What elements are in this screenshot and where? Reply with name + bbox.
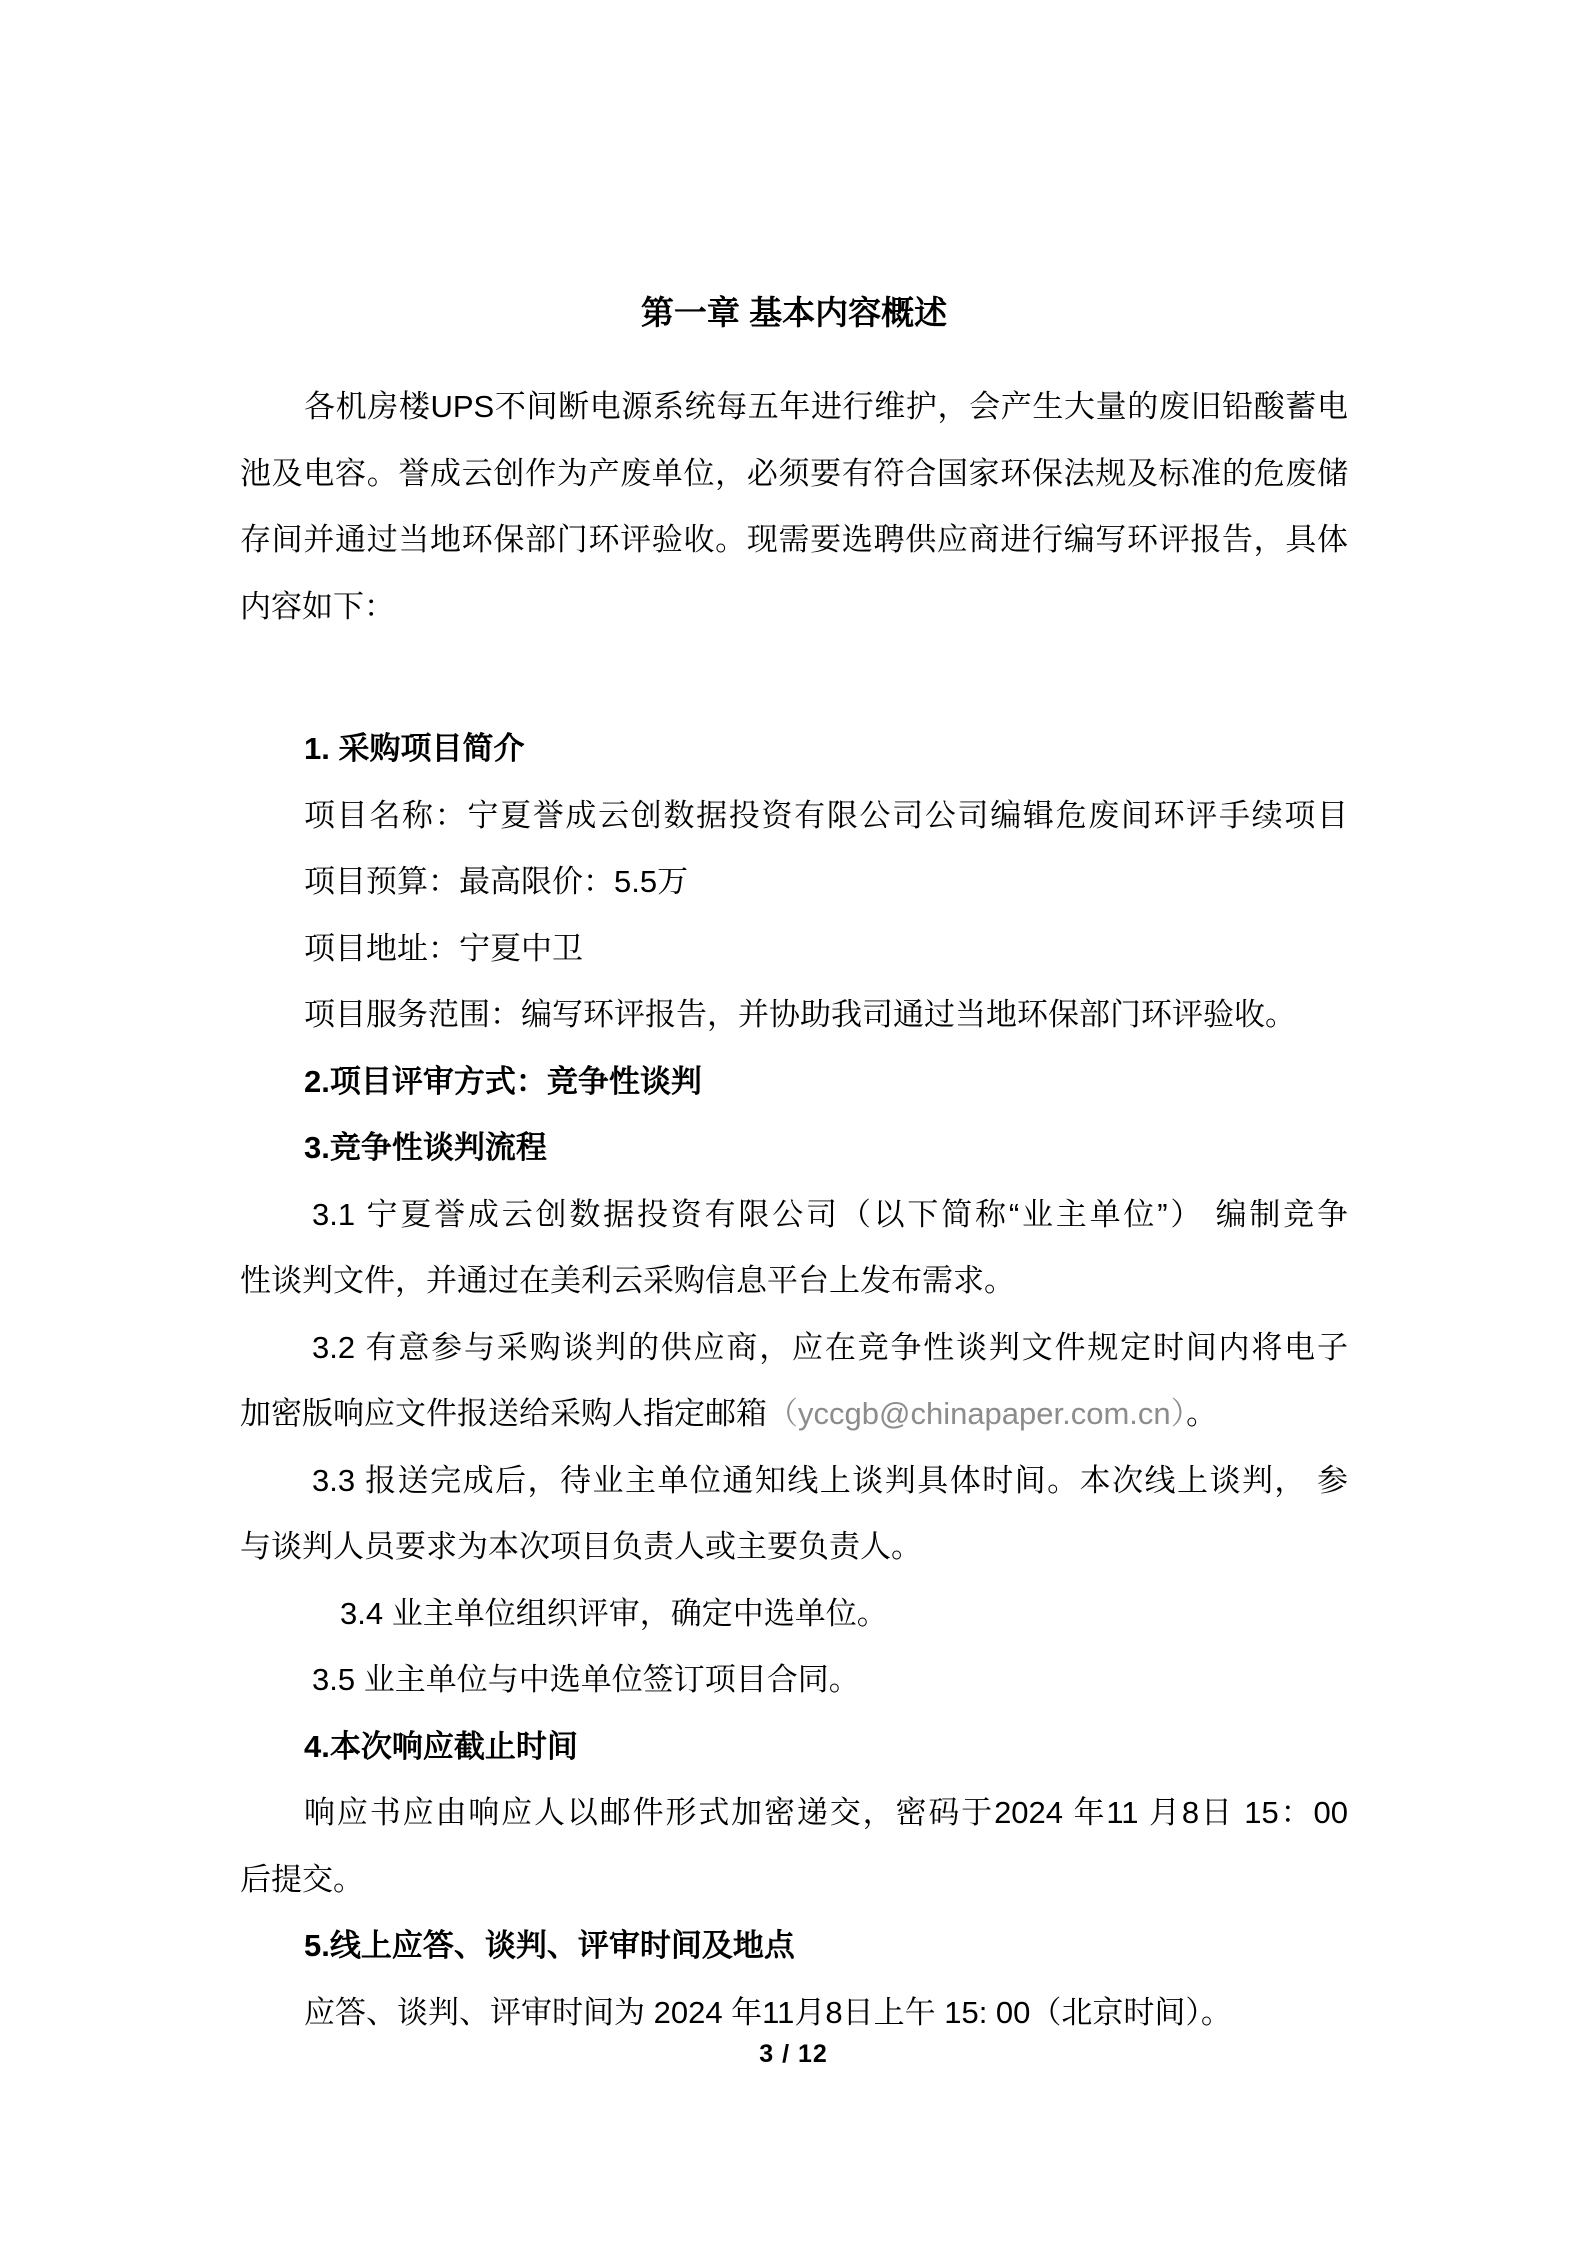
project-name-line: 项目名称：宁夏誉成云创数据投资有限公司公司编辑危废间环评手续项目 [304,797,1348,833]
item-3-4: 3.4 业主单位组织评审，确定中选单位。 [340,1595,888,1631]
intro-paragraph-line-4: 内容如下： [240,588,395,624]
review-time-line: 应答、谈判、评审时间为 2024 年11月8日上午 15: 00（北京时间）。 [304,1994,1232,2030]
page-title: 第一章 基本内容概述 [640,294,948,331]
item-3-2-line-2-text: 加密版响应文件报送给采购人指定邮箱 [240,1396,767,1431]
section-2-heading: 2.项目评审方式：竞争性谈判 [304,1063,702,1099]
section-gap [240,640,1348,716]
response-deadline-line-2: 后提交。 [240,1861,364,1897]
intro-paragraph-line-2: 池及电容。誉成云创作为产废单位，必须要有符合国家环保法规及标准的危废储 [240,455,1348,491]
project-scope-line: 项目服务范围：编写环评报告，并协助我司通过当地环保部门环评验收。 [304,997,1296,1032]
item-3-2-line-1: 3.2 有意参与采购谈判的供应商，应在竞争性谈判文件规定时间内将电子 [312,1329,1348,1365]
project-address-line: 项目地址：宁夏中卫 [304,930,583,966]
item-3-1-line-1: 3.1 宁夏誉成云创数据投资有限公司（以下简称“业主单位”） 编制竞争 [312,1196,1348,1232]
response-deadline-line-1: 响应书应由响应人以邮件形式加密递交，密码于2024 年11 月8日 15：00 [304,1795,1348,1830]
item-3-5: 3.5 业主单位与中选单位签订项目合同。 [312,1662,860,1697]
item-3-3-line-2: 与谈判人员要求为本次项目负责人或主要负责人。 [240,1529,922,1564]
section-3-heading: 3.竞争性谈判流程 [304,1130,547,1165]
email-address[interactable]: （yccgb@chinapaper.com.cn） [767,1396,1187,1431]
intro-paragraph-line-1: 各机房楼UPS不间断电源系统每五年进行维护，会产生大量的废旧铅酸蓄电 [304,389,1348,424]
section-5-heading: 5.线上应答、谈判、评审时间及地点 [304,1928,795,1963]
item-3-3-line-1: 3.3 报送完成后，待业主单位通知线上谈判具体时间。本次线上谈判， 参 [312,1462,1348,1498]
item-3-2-line-2-period: 。 [1186,1396,1218,1431]
intro-paragraph-line-3: 存间并通过当地环保部门环评验收。现需要选聘供应商进行编写环评报告，具体 [240,522,1348,557]
section-4-heading: 4.本次响应截止时间 [304,1728,578,1764]
item-3-1-line-2: 性谈判文件，并通过在美利云采购信息平台上发布需求。 [240,1263,1015,1298]
section-1-heading: 1. 采购项目简介 [304,731,525,766]
item-3-2-line-2 [240,1381,1348,1448]
page-number: 3 / 12 [759,2040,828,2068]
project-budget-line: 项目预算：最高限价：5.5万 [304,864,689,899]
document-body [240,374,1348,2046]
